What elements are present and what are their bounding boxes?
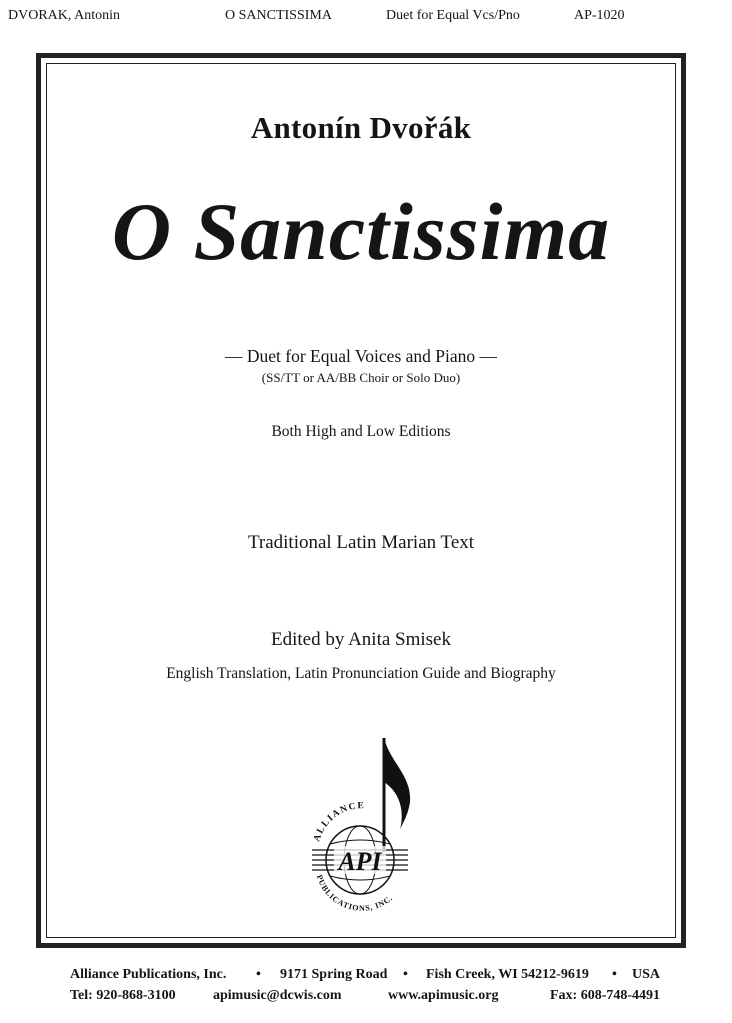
composer-name: Antonín Dvořák bbox=[250, 110, 472, 145]
editions-note: Both High and Low Editions bbox=[271, 423, 451, 440]
footer-separator: • bbox=[612, 967, 617, 982]
footer-tel: Tel: 920-868-3100 bbox=[70, 988, 176, 1003]
text-source: Traditional Latin Marian Text bbox=[247, 532, 475, 553]
footer-fax: Fax: 608-748-4491 bbox=[550, 988, 661, 1003]
header-composer: DVORAK, Antonin bbox=[8, 8, 121, 23]
footer-email[interactable]: apimusic@dcwis.com bbox=[213, 988, 342, 1003]
logo-monogram: API bbox=[338, 847, 382, 876]
included-extras: English Translation, Latin Pronunciation Guide and Biography bbox=[166, 665, 556, 682]
footer-separator: • bbox=[403, 967, 408, 982]
publisher-logo bbox=[290, 732, 430, 912]
work-subtitle: — Duet for Equal Voices and Piano — bbox=[224, 346, 498, 366]
header-title: O SANCTISSIMA bbox=[225, 8, 332, 23]
footer-address: 9171 Spring Road bbox=[280, 967, 388, 982]
voicing-note: (SS/TT or AA/BB Choir or Solo Duo) bbox=[261, 370, 461, 385]
logo-bottom-arc: PUBLICATIONS, INC. bbox=[314, 873, 395, 912]
work-title: O Sanctissima bbox=[111, 186, 611, 277]
footer-website[interactable]: www.apimusic.org bbox=[388, 988, 499, 1003]
logo-top-arc: ALLIANCE bbox=[312, 801, 366, 844]
footer-separator: • bbox=[256, 967, 261, 982]
footer-publisher: Alliance Publications, Inc. bbox=[70, 967, 227, 982]
editor-credit: Edited by Anita Smisek bbox=[271, 629, 451, 650]
header-catalog-number: AP-1020 bbox=[574, 8, 625, 23]
header-voicing: Duet for Equal Vcs/Pno bbox=[386, 8, 520, 23]
note-flag bbox=[384, 738, 410, 830]
footer-city: Fish Creek, WI 54212-9619 bbox=[426, 967, 589, 982]
footer-country: USA bbox=[632, 967, 661, 982]
